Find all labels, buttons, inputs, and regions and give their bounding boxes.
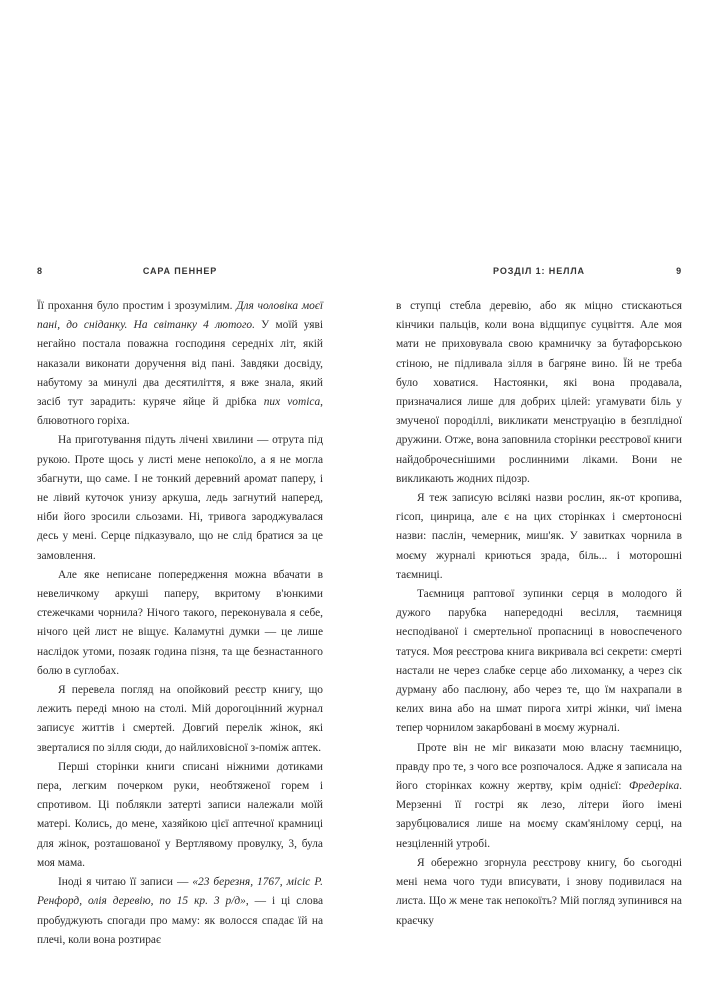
text-run: Її прохання було простим і зрозумілим. [37, 300, 237, 312]
paragraph [396, 739, 682, 854]
text-run: Я теж записую всілякі назви рослин, як-от кропива, гісоп, цинрица, але є на цих сторінках і смертоносні назви: паслін, чемерник, миш'як. У завитках чорнила в моєму журналі криються зрада, біль... і моторошні таємниці. [396, 492, 682, 581]
right-running-head [396, 266, 682, 282]
italic-text-run: Для чоловіка моєї пані, до сніданку. На світанку 4 лютого. [37, 300, 323, 332]
left-body-text [37, 297, 323, 950]
paragraph [37, 297, 323, 431]
paragraph [37, 873, 323, 950]
paragraph [396, 489, 682, 585]
italic-text-run: «23 березня, 1767, місіс Р. Ренфорд, олія деревію, по 15 кр. 3 р/д» [37, 876, 323, 908]
paragraph [37, 431, 323, 565]
paragraph [37, 681, 323, 758]
text-run: . Мерзенні її гострі як лезо, літери його імені зарубцювалися лише на моєму скам'янілому серці, на незціленній утробі. [396, 780, 682, 850]
paragraph [396, 297, 682, 489]
author-name: САРА ПЕННЕР [142, 266, 218, 276]
italic-text-run: nux vomica [263, 396, 321, 409]
italic-text-run: Фредеріка [628, 780, 680, 793]
paragraph [37, 758, 323, 873]
chapter-title: РОЗДІЛ 1: НЕЛЛА [493, 266, 585, 276]
text-run: У моїй уяві негайно постала поважна господиня середніх літ, якій наказали виконати доручення від пані. Завдяки досвіду, набутому за минулі два десятиліття, я вже знала, який засіб тут зарадить: куряче яйце й дрібка [37, 319, 324, 409]
text-run: Я обережно згорнула реєстрову книгу, бо сьогодні мені нема чого туди вписувати, і знову подивилася на листа. Що ж мене так непокоїть? Мій погляд зупинився на краєчку [396, 856, 682, 927]
text-run: Перші сторінки книги списані ніжними дотиками пера, легким почерком руки, необтяженої горем і спротивом. Ці поблякли затерті записи належали моїй матері. Колись, до мене, хазяйкою цієї аптечної крамниці для жінок, розташованої у Вертлявому провулку, 3, була моя мама. [37, 760, 323, 869]
text-run: Я перевела погляд на опойковий реєстр книгу, що лежить переді мною на столі. Мій дорогоцінний журнал записує життів і смертей. Довгий перелік жінок, які зверталися по зілля сюди, до найлиховісної з-поміж аптек. [37, 684, 323, 754]
text-run: Проте він не міг виказати мою власну таємницю, правду про те, з чого все розпочалося. Адже я записала на його сторінках кожну жертву, крім однієї: [396, 741, 682, 793]
right-body-text [396, 297, 682, 931]
paragraph [396, 585, 682, 739]
page-number: 8 [37, 266, 43, 276]
text-run: Іноді я читаю її записи — [58, 876, 193, 889]
text-run: Але яке неписане попередження можна вбачати в невеличкому аркуші паперу, вкритому в'юнкими стежечками чорнила? Нічого такого, переконувала я себе, нічого цей лист не віщує. Каламутні думки — це лише наслідок утоми, позаяк година пізня, та ще безнастанного болю в суглобах. [37, 568, 323, 677]
paragraph [37, 566, 323, 681]
left-running-head [37, 266, 323, 282]
paragraph [396, 854, 682, 931]
text-run: На приготування підуть лічені хвилини — отрута під рукою. Проте щось у листі мене непокоїло, а я не могла збагнути, що саме. І не тонкий деревний аромат паперу, і не лівий куточок унизу аркуша, ледь загнутий наперед, ніби його зросили сльозами. Ні, тривога зароджувалася десь у мені. Серце підказувало, що не слід братися за це замовлення. [37, 434, 323, 562]
right-page [396, 266, 682, 931]
text-run: , — і ці слова пробуджують спогади про маму: як волосся спадає їй на плечі, коли вона розтирає [37, 895, 323, 946]
text-run: Таємниця раптової зупинки серця в молодого й дужого парубка напередодні весілля, таємниця несподіваної і смертельної пропасниці в новоспеченого татуся. Моя реєстрова книга викривала всі секрети: смерті настали не через слабке серце або лихоманку, а через сік дурману або паслюну, або через те, що їм нахрапали в келих вина або на шмат пирога хитрі жінки, чиї імена тепер чорнилом закарбовані в моєму журналі. [396, 588, 682, 735]
page-number: 9 [676, 266, 682, 276]
text-run: , блювотного горіха. [37, 396, 324, 428]
left-page [37, 266, 323, 950]
text-run: в ступці стебла деревію, або як міцно стискаються кінчики пальців, коли вона відщипує суцвіття. Але моя мати не приховувала свою крамничку за бутафорською стіною, не підливала зілля в багряне вино. Їй не треба було ховатися. Настоянки, які вона продавала, призначалися лише для добрих цілей: угамувати біль у змученої породіллі, викликати менструацію в безплідної дружини. Отже, вона заповнила сторінки реєстрової книги найдоброчеснішими рослинними ліками. Вони не викликають жодних підозр. [396, 300, 682, 485]
